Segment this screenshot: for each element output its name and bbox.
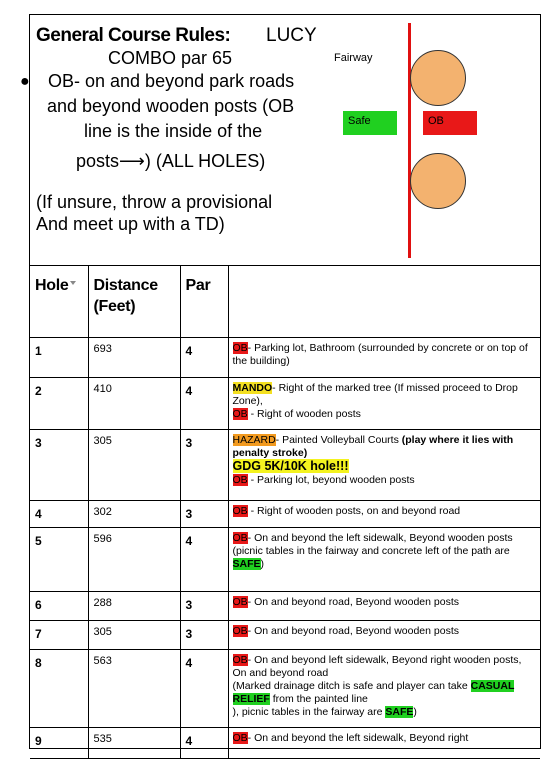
table-row (30, 527, 540, 591)
ob-tag: OB (232, 341, 248, 354)
hole-distance: 305 (88, 620, 180, 649)
mando-text: - Right of the marked tree (If missed proceed to Drop Zone), (232, 381, 518, 407)
table-row (30, 649, 540, 727)
table-row (30, 620, 540, 649)
hole-par: 4 (180, 727, 228, 758)
hole-number: 1 (30, 337, 88, 377)
course-combo: COMBO par 65 (108, 48, 233, 68)
ob-diagram (330, 15, 540, 265)
hole-par: 3 (180, 591, 228, 620)
hole-notes (228, 620, 540, 649)
table-row (30, 727, 540, 758)
tree-circle-bottom (410, 153, 466, 209)
provisional-line-2: And meet up with a TD) (36, 214, 225, 234)
table-row (30, 591, 540, 620)
hole-number: 8 (30, 649, 88, 727)
safe-tag: SAFE (232, 557, 261, 570)
ob-tag: OB (232, 731, 248, 744)
drainage-note: (Marked drainage ditch is safe and player can take (232, 679, 471, 692)
hole-par: 4 (180, 337, 228, 377)
hole-number: 9 (30, 727, 88, 758)
hole-number: 4 (30, 500, 88, 527)
provisional-line-1: (If unsure, throw a provisional (36, 192, 273, 212)
hole-number: 5 (30, 527, 88, 591)
title-line (36, 25, 317, 47)
ob-text: - On and beyond road, Beyond wooden posts (247, 624, 459, 637)
hole-distance: 563 (88, 649, 180, 727)
ob-rule-line-2: and beyond wooden posts (OB (47, 96, 295, 116)
hole-number: 3 (30, 429, 88, 500)
hole-number: 2 (30, 377, 88, 429)
hazard-penalty-text: (play where it lies with penalty stroke) (232, 433, 514, 459)
ob-tag: OB (232, 531, 248, 544)
hole-header-label: Hole (35, 277, 69, 294)
bullet-icon: ● (20, 73, 30, 90)
hole-notes (228, 591, 540, 620)
hole-distance: 302 (88, 500, 180, 527)
picnic-note: (picnic tables in the fairway and concrete left of the path are (232, 544, 510, 557)
table-row (30, 377, 540, 429)
hazard-tag: HAZARD (232, 433, 276, 446)
table-row (30, 337, 540, 377)
ob-tag: OB (232, 624, 248, 637)
ob-rule-line-1: OB- on and beyond park roads (48, 71, 295, 91)
notes-column-header (228, 265, 540, 337)
par-column-header: Par (180, 265, 228, 337)
picnic-note: ), picnic tables in the fairway are (232, 705, 386, 718)
hole-notes (228, 500, 540, 527)
hole-distance: 693 (88, 337, 180, 377)
drainage-note-mid: from the painted line (269, 692, 368, 705)
table-header-row (30, 265, 540, 337)
distance-header-line-2: (Feet) (93, 298, 136, 315)
hole-par: 4 (180, 527, 228, 591)
rules-header (20, 15, 540, 266)
ob-text: - On and beyond left sidewalk, Beyond right wooden posts, On and beyond road (232, 653, 522, 679)
ob-text: - Parking lot, Bathroom (surrounded by concrete or on top of the building) (232, 341, 528, 367)
hole-par: 4 (180, 649, 228, 727)
picnic-note-end: ) (260, 557, 265, 570)
hole-distance: 596 (88, 527, 180, 591)
hole-notes (228, 649, 540, 727)
distance-header-line-1: Distance (93, 277, 158, 294)
ob-rule-line-3: line is the inside of the (84, 121, 263, 141)
hole-distance: 410 (88, 377, 180, 429)
ob-text: - On and beyond the left sidewalk, Beyond wooden posts (247, 531, 513, 544)
ob-text: - Right of wooden posts (247, 407, 361, 420)
holes-table (30, 265, 540, 759)
ob-tag: OB (232, 653, 248, 666)
safe-zone-box: Safe (343, 111, 397, 135)
hole-par: 3 (180, 620, 228, 649)
casual-relief-tag: CASUAL RELIEF (232, 679, 515, 705)
hole-par: 3 (180, 429, 228, 500)
hole-distance: 305 (88, 429, 180, 500)
ob-text: - Parking lot, beyond wooden posts (247, 473, 415, 486)
tree-circle-top (410, 50, 466, 106)
ob-boundary-line (408, 23, 411, 258)
course-name: LUCY (266, 25, 317, 46)
ob-zone-box: OB (423, 111, 477, 135)
hole-notes (228, 527, 540, 591)
mando-tag: MANDO (232, 381, 273, 394)
ob-text: - On and beyond the left sidewalk, Beyond right (247, 731, 469, 744)
picnic-note-end: ) (413, 705, 417, 718)
ob-text: - Right of wooden posts, on and beyond road (247, 504, 461, 517)
ob-tag: OB (232, 595, 248, 608)
hole-notes (228, 377, 540, 429)
hole-distance: 288 (88, 591, 180, 620)
fairway-label: Fairway (334, 52, 373, 64)
dropdown-icon[interactable] (70, 281, 76, 285)
ob-tag: OB (232, 473, 248, 486)
table-row (30, 429, 540, 500)
ob-tag: OB (232, 504, 248, 517)
safe-tag: SAFE (385, 705, 414, 718)
hole-number: 7 (30, 620, 88, 649)
course-rules-page (20, 14, 541, 749)
page-title: General Course Rules: (36, 25, 231, 46)
hole-notes (228, 337, 540, 377)
hole-notes (228, 429, 540, 500)
hole-notes (228, 727, 540, 758)
hole-par: 3 (180, 500, 228, 527)
ob-rule-line-4: posts⟶) (ALL HOLES) (76, 151, 266, 171)
ob-text: - On and beyond road, Beyond wooden posts (247, 595, 459, 608)
gdg-highlight: GDG 5K/10K hole!!! (232, 458, 349, 473)
hazard-text: - Painted Volleyball Courts (275, 433, 402, 446)
ob-tag: OB (232, 407, 248, 420)
hole-column-header[interactable] (30, 265, 88, 337)
provisional-note (36, 191, 272, 235)
hole-distance: 535 (88, 727, 180, 758)
distance-column-header (88, 265, 180, 337)
hole-number: 6 (30, 591, 88, 620)
hole-par: 4 (180, 377, 228, 429)
table-row (30, 500, 540, 527)
